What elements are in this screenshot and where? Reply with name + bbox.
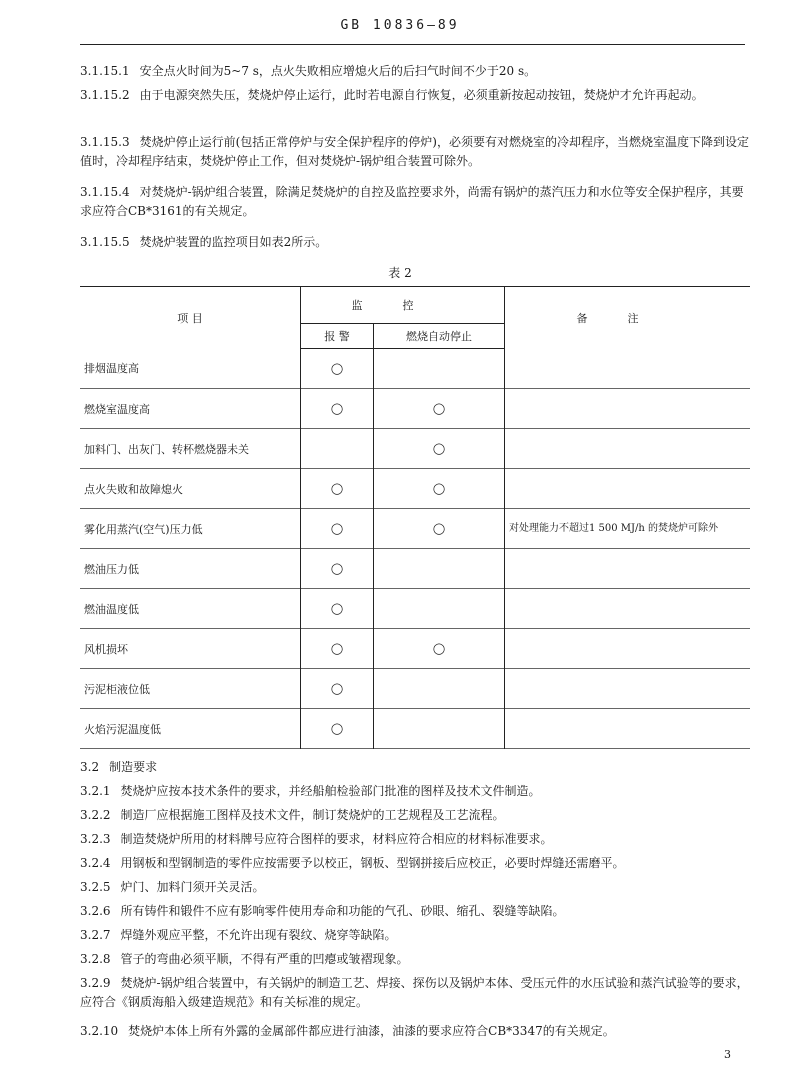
- alarm-mark: ◯: [330, 642, 344, 655]
- clause-text: 焚烧炉停止运行前(包括正常停炉与安全保护程序的停炉)，必须要有对燃烧室的冷却程序，当燃烧室温度下降到设定值时，冷却程序结束，焚烧炉停止工作，但对焚烧炉-锅炉组合装置可除外。: [80, 135, 749, 168]
- row-item: 燃烧室温度高: [80, 389, 301, 429]
- header-project: 项 目: [80, 287, 301, 349]
- table-row: [80, 509, 750, 549]
- row-note: [505, 429, 751, 469]
- header-note: 备注: [576, 311, 679, 325]
- clause-number: 3.2.4: [80, 856, 111, 870]
- alarm-mark: ◯: [330, 402, 344, 415]
- clause-number: 3.2.2: [80, 808, 111, 822]
- row-item: 燃油压力低: [80, 549, 301, 589]
- paragraph-3-2-2: [80, 806, 750, 825]
- stop-mark: ◯: [432, 482, 446, 495]
- clause-text: 制造厂应根据施工图样及技术文件，制订焚烧炉的工艺规程及工艺流程。: [120, 808, 505, 822]
- paragraph-3-2-9: [80, 974, 750, 1012]
- clause-text: 炉门、加料门须开关灵活。: [120, 880, 265, 894]
- header-rule: [80, 44, 745, 45]
- alarm-mark: ◯: [330, 722, 344, 735]
- clause-text: 对焚烧炉-锅炉组合装置，除满足焚烧炉的自控及监控要求外，尚需有锅炉的蒸汽压力和水位等安全保护程序，其要求应符合CB*3161的有关规定。: [80, 185, 744, 218]
- row-item: 加料门、出灰门、转杯燃烧器未关: [80, 429, 301, 469]
- clause-text: 焚烧炉本体上所有外露的金属部件都应进行油漆，油漆的要求应符合CB*3347的有关规定。: [128, 1024, 615, 1038]
- clause-text: 制造焚烧炉所用的材料牌号应符合图样的要求，材料应符合相应的材料标准要求。: [120, 832, 553, 846]
- paragraph-3-2-3: [80, 830, 750, 849]
- stop-mark: ◯: [432, 402, 446, 415]
- table-row: [80, 669, 750, 709]
- table-row: [80, 429, 750, 469]
- clause-number: 3.2.6: [80, 904, 111, 918]
- paragraph-3-1-15-4: [80, 183, 750, 221]
- section-3-2-title: [80, 758, 750, 777]
- clause-number: 3.2.7: [80, 928, 111, 942]
- row-item: 点火失败和故障熄火: [80, 469, 301, 509]
- clause-text: 焚烧炉装置的监控项目如表2所示。: [139, 235, 328, 249]
- clause-number: 3.1.15.5: [80, 235, 130, 249]
- clause-number: 3.2.10: [80, 1024, 119, 1038]
- row-note: [505, 389, 751, 429]
- clause-text: 制造要求: [109, 760, 158, 774]
- alarm-mark: ◯: [330, 682, 344, 695]
- paragraph-3-1-15-1: [80, 62, 750, 81]
- clause-text: 管子的弯曲必须平顺，不得有严重的凹瘪或皱褶现象。: [120, 952, 409, 966]
- table-row: [80, 549, 750, 589]
- clause-text: 所有铸件和锻件不应有影响零件使用寿命和功能的气孔、砂眼、缩孔、裂缝等缺陷。: [120, 904, 565, 918]
- clause-text: 由于电源突然失压，焚烧炉停止运行，此时若电源自行恢复，必须重新按起动按钮，焚烧炉才允许再起动。: [139, 88, 704, 102]
- clause-text: 焚烧炉-锅炉组合装置中，有关锅炉的制造工艺、焊接、探伤以及锅炉本体、受压元件的水压试验和蒸汽试验等的要求，应符合《钢质海船入级建造规范》和有关标准的规定。: [80, 976, 749, 1009]
- clause-number: 3.2.8: [80, 952, 111, 966]
- alarm-mark: ◯: [330, 482, 344, 495]
- clause-number: 3.2.1: [80, 784, 111, 798]
- alarm-mark: ◯: [330, 602, 344, 615]
- clause-text: 安全点火时间为5~7 s，点火失败相应增熄火后的后扫气时间不少于20 s。: [139, 64, 537, 78]
- clause-number: 3.2.9: [80, 976, 111, 990]
- row-note: [505, 629, 751, 669]
- row-note: [505, 349, 751, 389]
- table-row: [80, 469, 750, 509]
- paragraph-3-1-15-5: [80, 233, 750, 252]
- clause-number: 3.1.15.3: [80, 135, 130, 149]
- row-item: 火焰污泥温度低: [80, 709, 301, 749]
- row-note: [505, 469, 751, 509]
- table-caption: 表 2: [388, 266, 412, 280]
- row-item: 风机损坏: [80, 629, 301, 669]
- stop-mark: ◯: [432, 442, 446, 455]
- table-row: [80, 349, 750, 389]
- alarm-mark: ◯: [330, 362, 344, 375]
- table-row: [80, 709, 750, 749]
- paragraph-3-1-15-3: [80, 133, 750, 171]
- row-note: [505, 669, 751, 709]
- clause-number: 3.1.15.2: [80, 88, 130, 102]
- clause-text: 焚烧炉应按本技术条件的要求，并经船舶检验部门批准的图样及技术文件制造。: [120, 784, 541, 798]
- monitoring-table: [80, 286, 750, 749]
- row-note: [505, 589, 751, 629]
- row-note: 对处理能力不超过1 500 MJ/h 的焚烧炉可除外: [509, 522, 719, 534]
- row-item: 雾化用蒸汽(空气)压力低: [80, 509, 301, 549]
- table-row: [80, 629, 750, 669]
- clause-number: 3.1.15.1: [80, 64, 130, 78]
- paragraph-3-2-6: [80, 902, 750, 921]
- clause-text: 用钢板和型钢制造的零件应按需要予以校正，钢板、型钢拼接后应校正，必要时焊缝还需磨平。: [120, 856, 625, 870]
- alarm-mark: ◯: [330, 522, 344, 535]
- header-monitor: 监控: [301, 287, 505, 324]
- row-item: 排烟温度高: [80, 349, 301, 389]
- paragraph-3-2-4: [80, 854, 750, 873]
- stop-mark: ◯: [432, 522, 446, 535]
- paragraph-3-2-1: [80, 782, 750, 801]
- paragraph-3-1-15-2: [80, 86, 750, 105]
- row-item: 燃油温度低: [80, 589, 301, 629]
- paragraph-3-2-10: [80, 1022, 750, 1041]
- header-auto-stop: 燃烧自动停止: [374, 324, 505, 349]
- clause-number: 3.2.3: [80, 832, 111, 846]
- header-alarm: 报 警: [301, 324, 374, 349]
- row-item: 污泥柜液位低: [80, 669, 301, 709]
- table-row: [80, 589, 750, 629]
- clause-number: 3.2.5: [80, 880, 111, 894]
- page-number: 3: [724, 1048, 731, 1061]
- paragraph-3-2-5: [80, 878, 750, 897]
- row-note: [505, 549, 751, 589]
- standard-code-header: GB 10836—89: [340, 18, 460, 33]
- table-row: [80, 389, 750, 429]
- clause-text: 焊缝外观应平整，不允许出现有裂纹、烧穿等缺陷。: [120, 928, 397, 942]
- row-note: [505, 709, 751, 749]
- stop-mark: ◯: [432, 642, 446, 655]
- alarm-mark: ◯: [330, 562, 344, 575]
- clause-number: 3.2: [80, 760, 100, 774]
- clause-number: 3.1.15.4: [80, 185, 130, 199]
- paragraph-3-2-8: [80, 950, 750, 969]
- paragraph-3-2-7: [80, 926, 750, 945]
